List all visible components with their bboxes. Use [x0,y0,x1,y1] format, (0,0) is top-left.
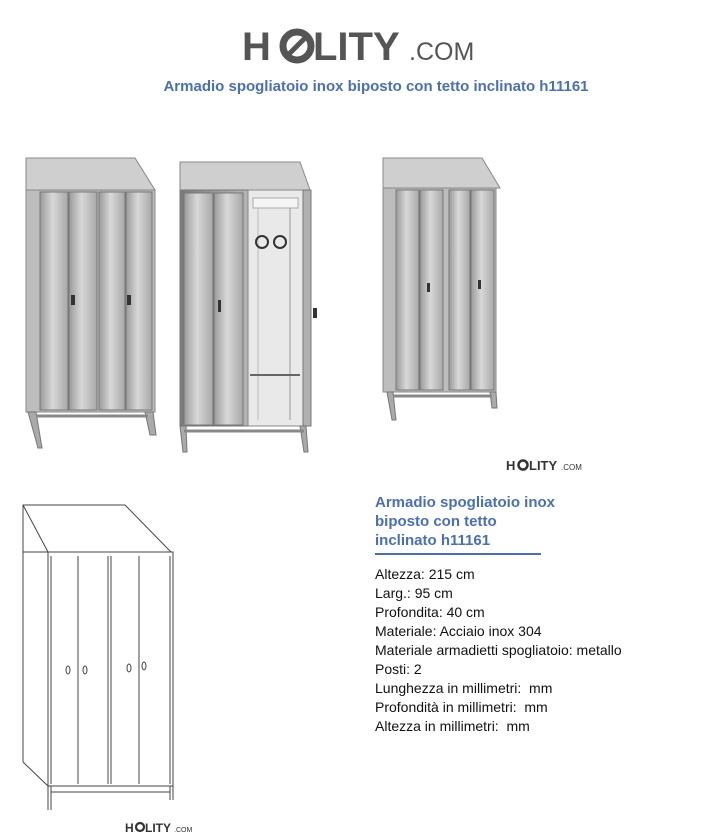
locker-front-closed [26,158,156,448]
spec-item-locker-material: Materiale armadietti spogliatoio: metallo [375,642,622,658]
bottom-logo-h: H [125,821,134,835]
bottom-logo-suffix: .COM [174,827,193,834]
spec-item-length-mm: Lunghezza in millimetri: mm [375,680,553,696]
spec-divider [375,553,541,555]
logo-o-icon [283,32,311,60]
spec-title-line: inclinato h11161 [375,532,491,549]
spec-list [375,565,622,736]
holity-logo-small-bottom [124,818,204,836]
spec-title [375,493,575,550]
page-headline: Armadio spogliatoio inox biposto con tetto inclinato h11161 [163,78,589,95]
spec-item-depth-mm: Profondità in millimetri: mm [375,699,548,715]
small-logo-h: H [506,458,516,473]
spec-title-line: biposto con tetto [375,513,497,530]
logo-letter-h: H [242,25,271,68]
spec-item-width: Larg.: 95 cm [375,585,453,601]
bottom-logo-o-icon [136,823,144,831]
spec-item-height: Altezza: 215 cm [375,566,475,582]
small-logo-rest: LITY [529,458,558,473]
small-logo-suffix: .COM [561,463,582,472]
logo-text-rest: LITY [313,25,400,68]
holity-logo [0,18,720,68]
locker-drawing-icon [15,500,185,818]
logo-suffix: .COM [409,38,475,66]
small-logo-o-icon [519,461,528,470]
bottom-logo-rest: LITY [145,821,171,835]
locker-front-open [180,162,317,452]
spec-item-seats: Posti: 2 [375,661,422,677]
locker-photo-icon [0,150,720,480]
spec-title-line: Armadio spogliatoio inox [375,494,556,511]
holity-logo-small [505,455,585,475]
spec-item-height-mm: Altezza in millimetri: mm [375,718,530,734]
spec-item-depth: Profondita: 40 cm [375,604,485,620]
spec-item-material: Materiale: Acciaio inox 304 [375,623,542,639]
locker-angled [383,158,500,420]
